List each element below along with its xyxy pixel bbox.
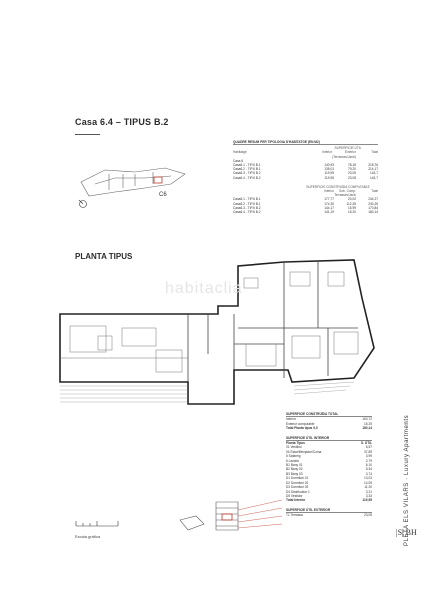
table-row: Casa6.3 - TIP.6 B.2 144,17 15,99 170,84	[233, 205, 378, 210]
table1-title: QUADRE RESUM PER TIPOLOGIA D'HABITATGE (EN M2)	[233, 140, 378, 145]
title-underline	[75, 134, 100, 135]
table-row: B2 Bany 02 5,34	[286, 467, 372, 472]
table1-header: Habitatge Interior Exterior (Terrasses/Jardí) Total	[233, 150, 378, 159]
area-tables	[233, 140, 378, 214]
table-row: Total Planta tipus 9,0 180,14	[286, 426, 372, 431]
table-row: D1 Dormitori 01 13,03	[286, 476, 372, 481]
summary-util-total: Total Interior 119,95	[286, 498, 372, 503]
unit-highlight	[154, 177, 162, 183]
brand-tagline: PLETA ELS VILARS · Luxury Apartments	[404, 414, 410, 546]
scale-bar	[75, 518, 119, 530]
summary-constr-title: SUPERFICIE CONSTRUÏDA TOTAL	[286, 412, 372, 417]
watermark: habitaclia	[165, 280, 243, 297]
summary-ext-title: SUPERFICIE ÚTIL EXTERIOR	[286, 508, 372, 513]
table2-group-row: SUPERFICIE CONSTRUÏDA COMPUTABLE	[306, 184, 370, 189]
plan-title: PLANTA TIPUS	[75, 252, 133, 261]
table-row: D3 Dormitori 03 11,20	[286, 485, 372, 490]
table-row: B1 Bany 01 6,10	[286, 463, 372, 468]
key-plan	[176, 494, 286, 534]
table-row: Exterior computable 15,25	[286, 421, 372, 426]
brand-logo: |S| BH	[396, 528, 417, 537]
table2-header: Interior Sob. Comp. Terrasses/Jardí Total	[324, 189, 378, 198]
table-row: Casa6.1 - TIP.6 B.1 177,77 20,02 244,27	[233, 197, 378, 202]
table-row: T1 Terrassa 23,05	[286, 513, 372, 518]
table1-section: Casa 6	[233, 158, 244, 163]
floor-highlight	[222, 514, 232, 520]
site-minimap	[75, 162, 195, 208]
summary-util-header: Planta Tipus S. ÚTIL	[286, 441, 372, 446]
table-row: Casa6.1 - TIP.6 B.1 140,93 78,18 218,76	[233, 163, 378, 168]
table1-group-row: SUPERFICIE ÚTIL	[334, 146, 362, 151]
table-row: D5 Vestidor 3,33	[286, 493, 372, 498]
table-row: D2 Dormitori 02 14,05	[286, 480, 372, 485]
table-row: 6 Lavabo 2,79	[286, 458, 372, 463]
table-row: 04 Estar/Menjador/Cuina 37,89	[286, 449, 372, 454]
summary-table	[286, 412, 372, 518]
table-row: 5 Safareig 3,99	[286, 454, 372, 459]
page-title: Casa 6.4 – TIPUS B.2	[75, 117, 169, 127]
summary-util-title: SUPERFICIE ÚTIL INTERIOR	[286, 436, 372, 441]
table-row: Casa6.3 - TIP.6 B.2 119,95 23,05 143,7	[233, 171, 378, 176]
table-row: Interior 163,72	[286, 417, 372, 422]
table-row: Casa6.2 - TIP.6 B.1 174,30 112,35 240,25	[233, 201, 378, 206]
table-row: Casa6.4 - TIP.6 B.2 141,19 15,20 180,14	[233, 210, 378, 215]
unit-label: C6	[159, 192, 167, 198]
table-row: Casa6.4 - TIP.6 B.2 119,95 23,05 143,7	[233, 175, 378, 180]
scale-label: Escala gràfica	[75, 534, 101, 539]
table-row: D4 Distribuidor 1 3,21	[286, 489, 372, 494]
table-row: B3 Bany 03 3,74	[286, 471, 372, 476]
table-row: Casa6.2 - TIP.6 B.1 135,01 79,20 214,17	[233, 167, 378, 172]
table-row: 01 Vestíbul 6,57	[286, 445, 372, 450]
